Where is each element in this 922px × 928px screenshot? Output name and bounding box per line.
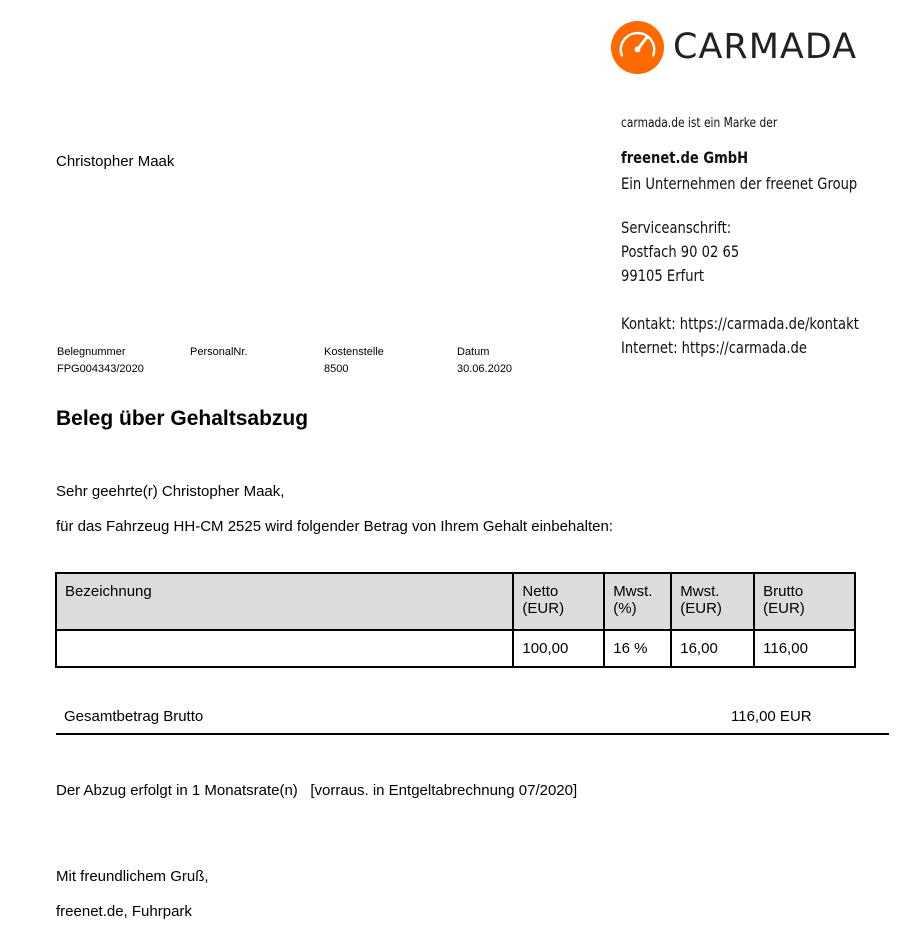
total-value: 116,00 EUR — [731, 708, 812, 725]
belegnummer-label: Belegnummer — [57, 346, 126, 358]
header-mwst-percent-line1: Mwst. — [613, 583, 653, 600]
kostenstelle-value: 8500 — [324, 363, 349, 375]
closing-greeting: Mit freundlichem Gruß, — [56, 868, 209, 885]
datum-label: Datum — [457, 346, 490, 358]
table-header-row — [56, 573, 855, 630]
total-row — [56, 700, 889, 735]
kostenstelle-label: Kostenstelle — [324, 346, 384, 358]
header-netto — [513, 573, 604, 630]
installment-note: [vorraus. in Entgeltabrechnung 07/2020] — [310, 782, 578, 799]
postal-city: 99105 Erfurt — [621, 266, 705, 285]
header-brutto — [754, 573, 855, 630]
header-bezeichnung — [56, 573, 513, 630]
personalnr-label: PersonalNr. — [190, 346, 248, 358]
header-mwst-eur-line1: Mwst. — [680, 583, 720, 600]
header-mwst-percent-line2: (%) — [613, 600, 637, 617]
document-title: Beleg über Gehaltsabzug — [56, 407, 309, 430]
installment-line — [56, 782, 577, 799]
installment-text: Der Abzug erfolgt in 1 Monatsrate(n) — [56, 782, 298, 799]
cell-brutto: 116,00 — [754, 630, 855, 667]
recipient-name: Christopher Maak — [56, 153, 175, 170]
company-group: Ein Unternehmen der freenet Group — [621, 174, 858, 193]
service-heading: Serviceanschrift: — [621, 218, 732, 237]
table-row — [56, 630, 855, 667]
intro-text: für das Fahrzeug HH-CM 2525 wird folgender Betrag von Ihrem Gehalt einbehalten: — [56, 518, 613, 535]
cell-netto: 100,00 — [513, 630, 604, 667]
cell-mwst-percent: 16 % — [604, 630, 671, 667]
deduction-table — [55, 572, 856, 668]
cell-mwst-eur: 16,00 — [671, 630, 754, 667]
header-mwst-eur-line2: (EUR) — [680, 600, 722, 617]
brand-intro: carmada.de ist ein Marke der — [621, 116, 778, 131]
company-name: freenet.de GmbH — [621, 148, 749, 167]
greeting: Sehr geehrte(r) Christopher Maak, — [56, 483, 285, 500]
postbox: Postfach 90 02 65 — [621, 242, 740, 261]
header-brutto-line1: Brutto — [763, 583, 804, 600]
total-label: Gesamtbetrag Brutto — [64, 708, 204, 725]
datum-value: 30.06.2020 — [457, 363, 513, 375]
closing-signature: freenet.de, Fuhrpark — [56, 903, 192, 920]
header-mwst-percent — [604, 573, 671, 630]
carmada-logo — [610, 19, 857, 75]
internet-link[interactable]: Internet: https://carmada.de — [621, 338, 807, 357]
speedometer-icon — [610, 20, 665, 75]
header-mwst-eur — [671, 573, 754, 630]
header-bezeichnung-label: Bezeichnung — [65, 583, 152, 600]
cell-bezeichnung — [56, 630, 513, 667]
brand-name: CARMADA — [673, 27, 858, 67]
header-brutto-line2: (EUR) — [763, 600, 805, 617]
contact-link[interactable]: Kontakt: https://carmada.de/kontakt — [621, 314, 859, 333]
header-netto-line1: Netto — [522, 583, 559, 600]
header-netto-line2: (EUR) — [522, 600, 565, 617]
belegnummer-value: FPG004343/2020 — [57, 363, 144, 375]
